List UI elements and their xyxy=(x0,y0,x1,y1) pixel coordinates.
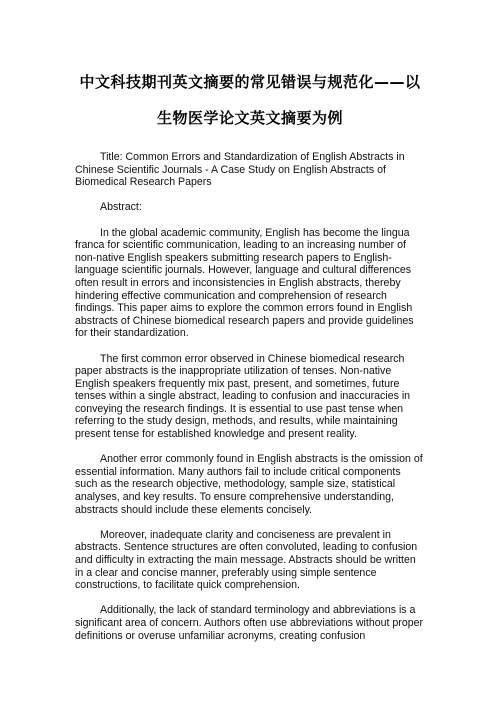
body-paragraph: Another error commonly found in English abstracts is the omission of essential information. Many authors fail to include critical components such as the research objective, methodology, sample size, statistical analyses, and key results. To ensure comprehensive understanding, abstracts should include these elements concisely. xyxy=(75,453,423,516)
body-paragraph: Moreover, inadequate clarity and conciseness are prevalent in abstracts. Sentence structures are often convoluted, leading to confusion and difficulty in extracting the main message. Abstracts should be written in a clear and concise manner, preferably using simple sentence constructions, to facilitate quick comprehension. xyxy=(75,528,418,592)
document-body xyxy=(75,151,425,655)
body-paragraph: Additionally, the lack of standard terminology and abbreviations is a significant area of concern. Authors often use abbreviations without proper definitions or overuse unfamiliar acronyms, creating confusion xyxy=(75,604,424,642)
body-paragraph: In the global academic community, English has become the lingua franca for scientific communication, leading to an increasing number of non-native English speakers submitting research papers to English-language scientific journals. However, language and cultural differences often result in errors and inconsistencies in English abstracts, thereby hindering effective communication and comprehension of research findings. This paper aims to explore the common errors found in English abstracts of Chinese biomedical research papers and provide guidelines for their standardization. xyxy=(75,226,414,340)
abstract-heading: Abstract: xyxy=(100,201,142,214)
english-title-paragraph: Title: Common Errors and Standardization of English Abstracts in Chinese Scientific Journals - A Case Study on English Abstracts of Biomedical Research Papers xyxy=(75,151,405,189)
page-title-line-1: 中文科技期刊英文摘要的常见错误与规范化——以 xyxy=(79,73,421,91)
body-paragraph: The first common error observed in Chinese biomedical research paper abstracts is the inappropriate utilization of tenses. Non-native English speakers frequently mix past, present, and sometimes, future tenses within a single abstract, leading to confusion and inaccuracies in conveying the research findings. It is essential to use past tense when referring to the study design, methods, and results, while maintaining present tense for established knowledge and present reality. xyxy=(75,352,411,441)
page-title-line-2: 生物医学论文英文摘要为例 xyxy=(156,109,343,127)
